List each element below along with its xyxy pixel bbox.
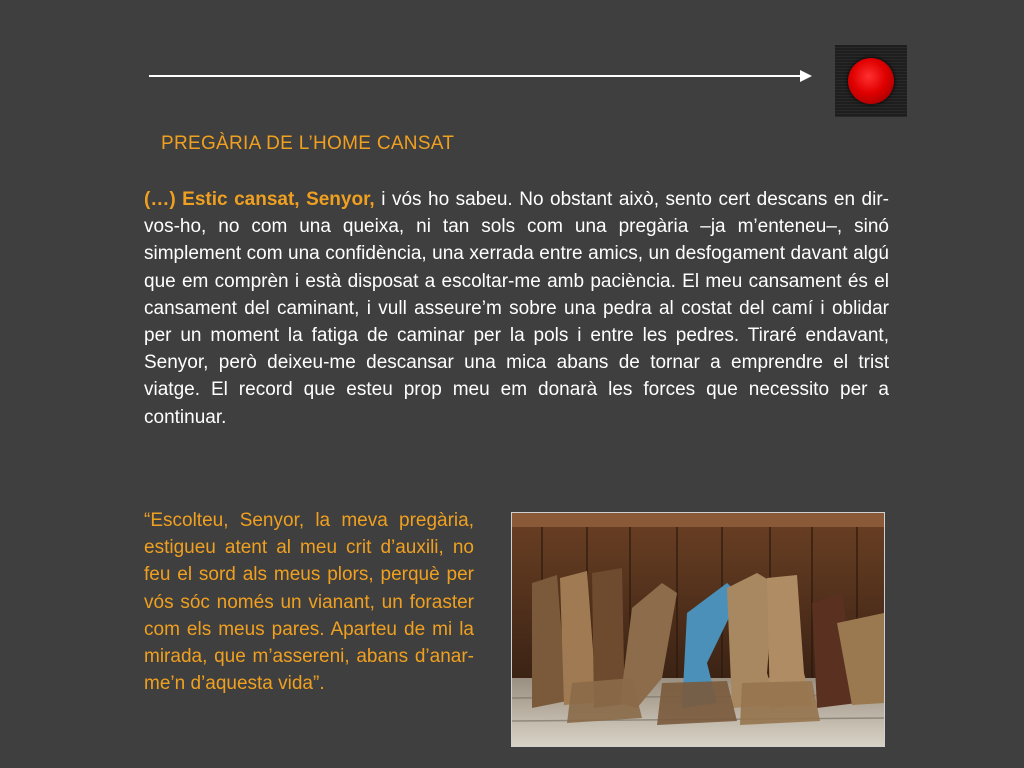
record-button[interactable] [835,45,907,117]
boots-photo [511,512,885,747]
body-paragraph [144,186,889,431]
body-rest: i vós ho sabeu. No obstant això, sento cert descans en dir-vos-ho, no com una queixa, ni tan sols com una pregària –ja m’enteneu–, sinó simplement com una confidència, una xerrada entre amics, un desfogament davant algú que em comprèn i està disposat a escoltar-me amb paciència. El meu cansament és el cansament del caminant, i vull asseure’m sobre una pedra al costat del camí i oblidar per un moment la fatiga de caminar per la pols i entre les pedres. Tiraré endavant, Senyor, però deixeu-me descansar una mica abans de tornar a emprendre el trist viatge. El record que esteu prop meu em donarà les forces que necessito per a continuar. [144,189,890,428]
arrow-line [149,75,801,77]
page-title: PREGÀRIA DE L’HOME CANSAT [161,133,455,154]
arrow-right-icon [800,70,812,82]
record-icon [848,58,894,104]
quote-paragraph: “Escolteu, Senyor, la meva pregària, estigueu atent al meu crit d’auxili, no feu el sord als meus plors, perquè per vós sóc només un vianant, un foraster com els meus pares. Aparteu de mi la mirada, que m’assereni, abans d’anar-me’n d’aquesta vida”. [144,510,474,695]
body-lead: (…) Estic cansat, Senyor, [144,189,375,210]
old-boots-icon [512,513,884,746]
